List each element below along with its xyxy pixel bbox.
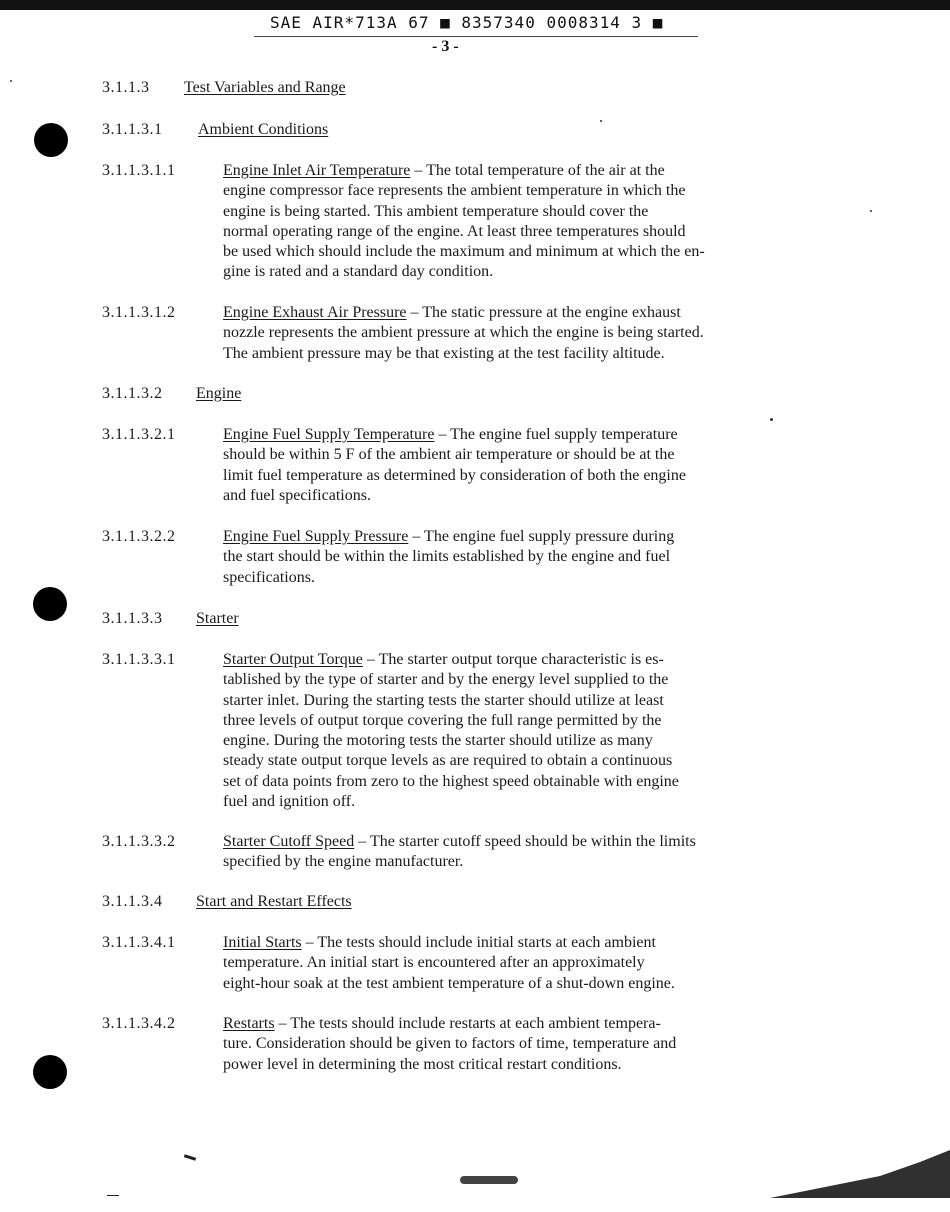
item-text-line: engine compressor face represents the ambient temperature in which the <box>223 182 686 200</box>
item-text-line: specifications. <box>223 568 315 586</box>
binder-hole-top <box>34 123 68 157</box>
item-text-line: should be within 5 F of the ambient air temperature or should be at the <box>223 446 675 464</box>
page-number: - 3 - <box>432 38 459 55</box>
item-text-line: The starter output torque characteristic is es- <box>378 651 664 668</box>
scan-top-edge <box>0 0 950 10</box>
item-text-line: The static pressure at the engine exhaust <box>422 304 681 321</box>
item-text-line: the start should be within the limits established by the engine and fuel <box>223 548 671 566</box>
item-number: 3.1.1.3.4.2 <box>102 1015 176 1032</box>
item-title: Engine Inlet Air Temperature <box>223 162 411 179</box>
item-text-line: fuel and ignition off. <box>223 793 356 811</box>
section-number: 3.1.1.3 <box>102 79 150 96</box>
section-title: Starter <box>196 610 239 627</box>
item-number: 3.1.1.3.2.1 <box>102 426 176 443</box>
scan-speck <box>184 1154 196 1161</box>
section-number: 3.1.1.3.1 <box>102 121 163 138</box>
item-title: Restarts <box>223 1015 275 1032</box>
item-text-line: and fuel specifications. <box>223 486 371 504</box>
section-title: Start and Restart Effects <box>196 893 352 910</box>
item-text-line: The tests should include restarts at each ambient tempera- <box>290 1015 661 1032</box>
item-text-line: three levels of output torque covering the full range permitted by the <box>223 711 662 729</box>
binder-hole-middle <box>33 587 67 621</box>
item-title: Starter Output Torque <box>223 651 363 668</box>
scan-speck <box>870 210 872 212</box>
item-text-line: specified by the engine manufacturer. <box>223 853 464 871</box>
item-text-line: power level in determining the most critical restart conditions. <box>223 1055 622 1073</box>
item-text-line: nozzle represents the ambient pressure at which the engine is being started. <box>223 324 704 342</box>
item-text-line: normal operating range of the engine. At least three temperatures should <box>223 222 686 240</box>
section-title: Ambient Conditions <box>198 121 329 138</box>
item-number: 3.1.1.3.2.2 <box>102 528 176 545</box>
item-title: Starter Cutoff Speed <box>223 833 355 850</box>
item-title: Engine Fuel Supply Pressure <box>223 528 409 545</box>
item-number: 3.1.1.3.3.1 <box>102 651 176 668</box>
item-text-line: The starter cutoff speed should be within the limits <box>369 833 696 850</box>
item-number: 3.1.1.3.4.1 <box>102 934 176 951</box>
header-rule <box>254 36 698 37</box>
item-number: 3.1.1.3.1.2 <box>102 304 176 321</box>
item-text-line: steady state output torque levels as are required to obtain a continuous <box>223 752 673 770</box>
item-text-line: The ambient pressure may be that existing at the test facility altitude. <box>223 344 665 362</box>
item-text-line: starter inlet. During the starting tests the starter should utilize at least <box>223 691 664 709</box>
section-number: 3.1.1.3.4 <box>102 893 163 910</box>
section-number: 3.1.1.3.2 <box>102 385 163 402</box>
scan-speck <box>770 418 773 421</box>
item-text-line: gine is rated and a standard day condition. <box>223 263 494 281</box>
item-text-line: set of data points from zero to the highest speed obtainable with engine <box>223 772 679 790</box>
item-text-line: engine. During the motoring tests the starter should utilize as many <box>223 732 653 750</box>
document-code: SAE AIR*713A 67 ■ 8357340 0008314 3 ■ <box>270 13 664 32</box>
item-title: Initial Starts <box>223 934 302 951</box>
section-number: 3.1.1.3.3 <box>102 610 163 627</box>
item-text-line: engine is being started. This ambient temperature should cover the <box>223 202 649 220</box>
item-text-line: The engine fuel supply temperature <box>450 426 678 443</box>
item-text-line: limit fuel temperature as determined by consideration of both the engine <box>223 466 686 484</box>
section-title: Engine <box>196 385 242 402</box>
item-text-line: be used which should include the maximum and minimum at which the en- <box>223 243 705 261</box>
item-text-line: The total temperature of the air at the <box>426 162 665 179</box>
scan-speck <box>10 80 12 82</box>
scan-speck <box>600 120 602 122</box>
item-title: Engine Exhaust Air Pressure <box>223 304 407 321</box>
item-text-line: The engine fuel supply pressure during <box>424 528 675 545</box>
scan-smudge <box>460 1176 518 1184</box>
item-text-line: tablished by the type of starter and by the energy level supplied to the <box>223 671 669 689</box>
item-text-line: ture. Consideration should be given to factors of time, temperature and <box>223 1035 677 1053</box>
binder-hole-bottom <box>33 1055 67 1089</box>
scan-corner-shadow <box>770 1150 950 1200</box>
item-title: Engine Fuel Supply Temperature <box>223 426 435 443</box>
item-text-line: The tests should include initial starts at each ambient <box>317 934 656 951</box>
item-text-line: eight-hour soak at the test ambient temperature of a shut-down engine. <box>223 974 675 992</box>
scan-speck <box>107 1195 119 1196</box>
item-number: 3.1.1.3.3.2 <box>102 833 176 850</box>
item-text-line: temperature. An initial start is encountered after an approximately <box>223 954 645 972</box>
section-title: Test Variables and Range <box>184 79 346 96</box>
item-number: 3.1.1.3.1.1 <box>102 162 176 179</box>
